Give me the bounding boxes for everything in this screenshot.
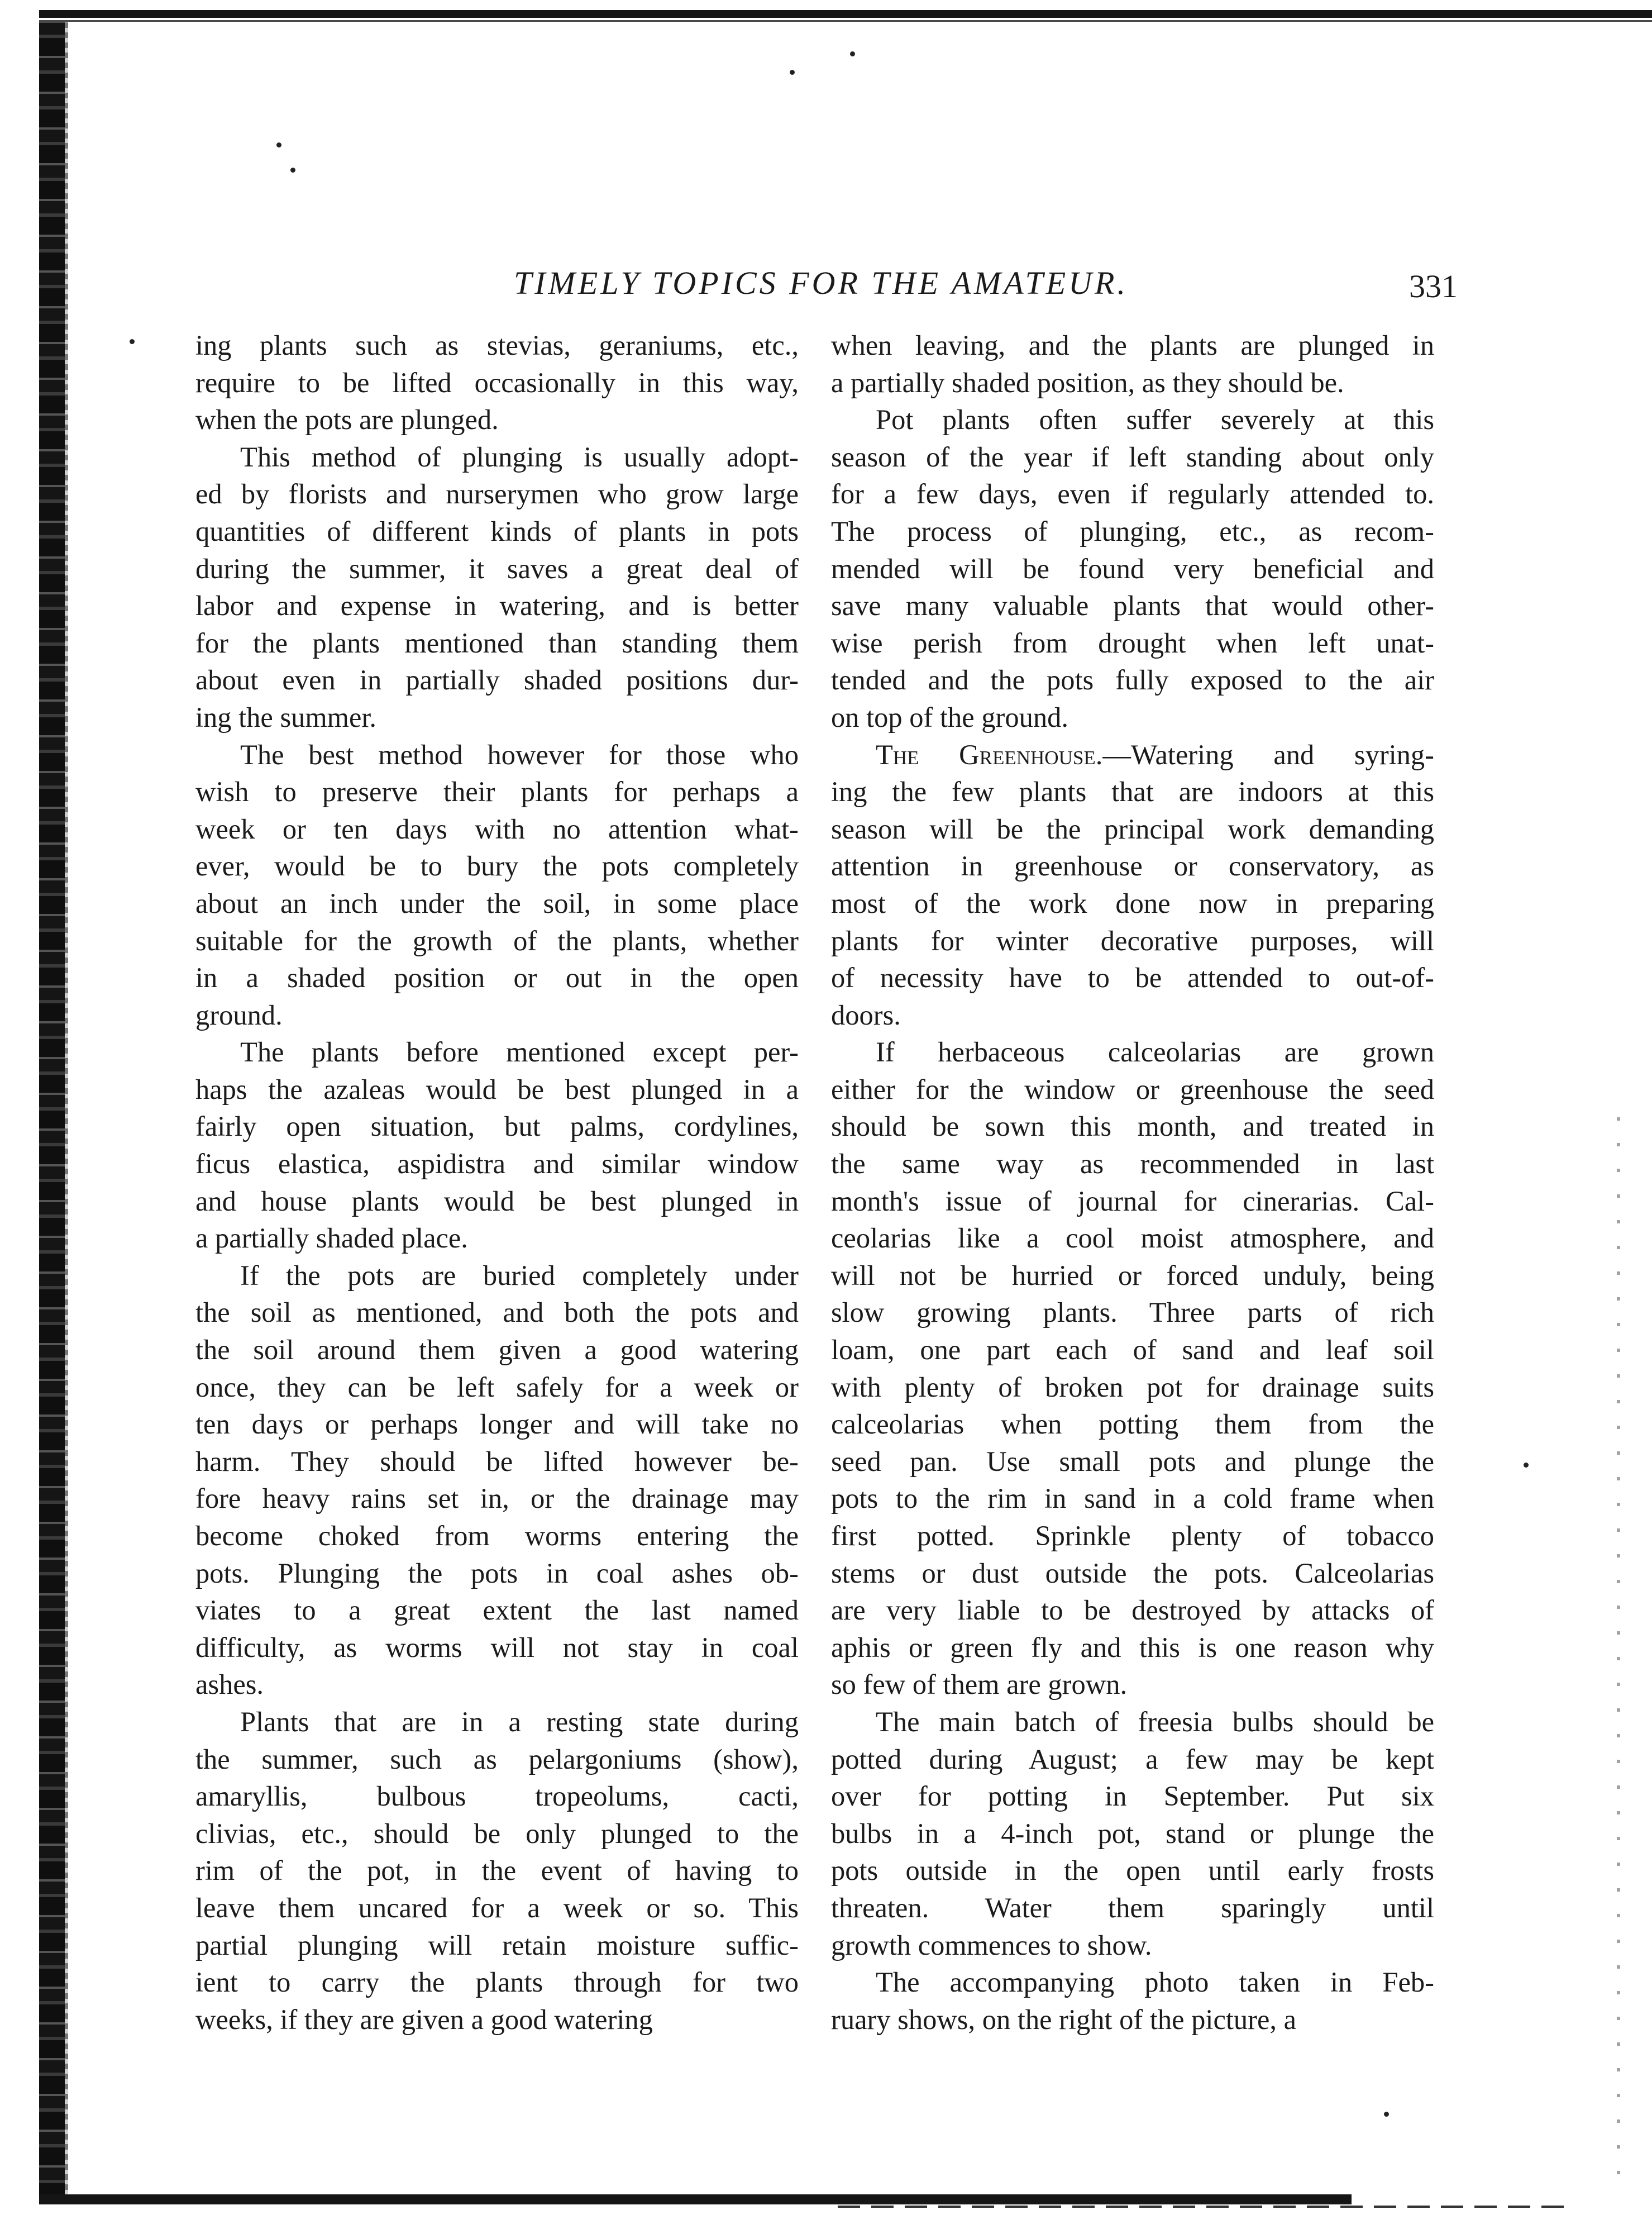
text-line: season of the year if left standing about only (831, 441, 1434, 473)
text-line: slow growing plants. Three parts of rich (831, 1297, 1434, 1328)
text-line: The accompanying photo taken in Feb- (876, 1966, 1434, 1998)
text-line: for the plants mentioned than standing them (195, 627, 799, 659)
text-line: ever, would be to bury the pots completely (195, 850, 799, 882)
text-line: partial plunging will retain moisture suffic- (195, 1929, 799, 1961)
text-line: about an inch under the soil, in some place (195, 887, 799, 919)
text-line: season will be the principal work demanding (831, 813, 1434, 845)
left-text-column (195, 327, 799, 2038)
text-line: over for potting in September. Put six (831, 1780, 1434, 1812)
text-line: haps the azaleas would be best plunged in a (195, 1073, 799, 1105)
text-line: clivias, etc., should be only plunged to the (195, 1817, 799, 1849)
text-line: for a few days, even if regularly attended to. (831, 478, 1434, 510)
scan-speck (1524, 1463, 1529, 1468)
bottom-border-rule (39, 2194, 1352, 2204)
text-line: viates to a great extent the last named (195, 1594, 799, 1626)
text-line: the summer, such as pelargoniums (show), (195, 1743, 799, 1775)
text-line: most of the work done now in preparing (831, 887, 1434, 919)
right-text-column (831, 327, 1434, 2038)
text-line: a partially shaded position, as they should be. (831, 366, 1344, 398)
text-line: when the pots are plunged. (195, 404, 499, 436)
text-line: stems or dust outside the pots. Calceolarias (831, 1557, 1434, 1589)
text-line: attention in greenhouse or conservatory, as (831, 850, 1434, 882)
text-line: wise perish from drought when left unat- (831, 627, 1434, 659)
text-line: quantities of different kinds of plants in pots (195, 515, 799, 547)
text-line: are very liable to be destroyed by attacks of (831, 1594, 1434, 1626)
text-line: doors. (831, 999, 901, 1031)
text-line: If the pots are buried completely under (240, 1259, 799, 1291)
text-line: either for the window or greenhouse the seed (831, 1073, 1434, 1105)
text-line: in a shaded position or out in the open (195, 962, 799, 994)
text-line: require to be lifted occasionally in this way, (195, 366, 799, 398)
text-line: month's issue of journal for cinerarias. Cal- (831, 1185, 1434, 1217)
text-line: fairly open situation, but palms, cordylines, (195, 1111, 799, 1142)
text-line: once, they can be left safely for a week or (195, 1371, 799, 1403)
page-number: 331 (1409, 268, 1458, 304)
bottom-border-dashes (838, 2206, 1564, 2208)
scan-speck (276, 142, 281, 147)
right-margin-specks (1617, 1117, 1620, 2179)
text-line: tended and the pots fully exposed to the air (831, 664, 1434, 696)
text-line: so few of them are grown. (831, 1669, 1128, 1701)
left-binding-edge (39, 22, 65, 2195)
text-line: If herbaceous calceolarias are grown (876, 1036, 1434, 1068)
text-line: Plants that are in a resting state during (240, 1706, 799, 1737)
text-line: ed by florists and nurserymen who grow large (195, 478, 799, 510)
scan-speck (1384, 2112, 1389, 2117)
text-line: threaten. Water them sparingly until (831, 1892, 1434, 1923)
text-line: The main batch of freesia bulbs should be (876, 1706, 1434, 1737)
text-line: should be sown this month, and treated in (831, 1111, 1434, 1142)
text-line: first potted. Sprinkle plenty of tobacco (831, 1520, 1434, 1551)
scan-speck (790, 70, 795, 75)
text-line: harm. They should be lifted however be- (195, 1445, 799, 1477)
text-line: ashes. (195, 1669, 264, 1701)
text-line: rim of the pot, in the event of having to (195, 1855, 799, 1887)
text-line: week or ten days with no attention what- (195, 813, 799, 845)
text-line: wish to preserve their plants for perhaps a (195, 776, 799, 808)
top-border-rule-thin (39, 20, 1652, 22)
text-line-rest: —Watering and syring- (1102, 739, 1434, 770)
text-line: This method of plunging is usually adopt- (240, 441, 799, 473)
text-line: The best method however for those who (240, 739, 799, 770)
text-line: difficulty, as worms will not stay in coal (195, 1631, 799, 1663)
text-line: ficus elastica, aspidistra and similar window (195, 1148, 799, 1180)
top-border-rule (39, 10, 1652, 18)
text-line: bulbs in a 4-inch pot, stand or plunge the (831, 1817, 1434, 1849)
text-line: ient to carry the plants through for two (195, 1966, 799, 1998)
text-line: pots outside in the open until early frosts (831, 1855, 1434, 1887)
section-heading-greenhouse: The Greenhouse. (876, 739, 1103, 770)
text-line: about even in partially shaded positions dur- (195, 664, 799, 696)
text-line: become choked from worms entering the (195, 1520, 799, 1551)
text-line: ten days or perhaps longer and will take no (195, 1408, 799, 1440)
text-line: loam, one part each of sand and leaf soil (831, 1334, 1434, 1366)
text-line: when leaving, and the plants are plunged in (831, 330, 1434, 361)
text-line: labor and expense in watering, and is better (195, 590, 799, 622)
scan-speck (130, 339, 135, 344)
text-line: calceolarias when potting them from the (831, 1408, 1434, 1440)
text-line: ground. (195, 999, 283, 1031)
text-line: during the summer, it saves a great deal of (195, 553, 799, 584)
text-line: ing plants such as stevias, geraniums, etc., (195, 330, 799, 361)
text-line: fore heavy rains set in, or the drainage may (195, 1483, 799, 1514)
text-line: The plants before mentioned except per- (240, 1036, 799, 1068)
text-line: weeks, if they are given a good watering (195, 2003, 653, 2035)
text-line: amaryllis, bulbous tropeolums, cacti, (195, 1780, 799, 1812)
text-line: on top of the ground. (831, 701, 1068, 733)
text-line: growth commences to show. (831, 1929, 1152, 1961)
text-line: leave them uncared for a week or so. This (195, 1892, 799, 1923)
text-line: ruary shows, on the right of the picture, a (831, 2003, 1297, 2035)
text-line: ceolarias like a cool moist atmosphere, and (831, 1222, 1434, 1254)
text-line: will not be hurried or forced unduly, being (831, 1259, 1434, 1291)
text-line: The process of plunging, etc., as recom- (831, 515, 1434, 547)
text-line: with plenty of broken pot for drainage suits (831, 1371, 1434, 1403)
text-line: of necessity have to be attended to out-of- (831, 962, 1434, 994)
text-line: save many valuable plants that would other- (831, 590, 1434, 622)
text-line: suitable for the growth of the plants, whether (195, 925, 799, 956)
text-line: ing the few plants that are indoors at this (831, 776, 1434, 808)
left-binding-shadow (65, 22, 68, 2195)
text-line: the soil as mentioned, and both the pots and (195, 1297, 799, 1328)
running-title: TIMELY TOPICS FOR THE AMATEUR. (514, 265, 1128, 301)
text-line: ing the summer. (195, 701, 377, 733)
text-line: the same way as recommended in last (831, 1148, 1434, 1180)
text-line: plants for winter decorative purposes, will (831, 925, 1434, 956)
text-line (831, 736, 1434, 774)
text-line: pots. Plunging the pots in coal ashes ob- (195, 1557, 799, 1589)
text-line: mended will be found very beneficial and (831, 553, 1434, 584)
text-line: seed pan. Use small pots and plunge the (831, 1445, 1434, 1477)
text-line: and house plants would be best plunged in (195, 1185, 799, 1217)
running-head (184, 258, 1458, 308)
text-line: potted during August; a few may be kept (831, 1743, 1434, 1775)
text-line: Pot plants often suffer severely at this (876, 404, 1434, 436)
scan-speck (290, 168, 295, 173)
scan-speck (850, 51, 855, 56)
text-line: aphis or green fly and this is one reason why (831, 1631, 1434, 1663)
text-line: the soil around them given a good watering (195, 1334, 799, 1366)
text-line: pots to the rim in sand in a cold frame when (831, 1483, 1434, 1514)
text-line: a partially shaded place. (195, 1222, 468, 1254)
